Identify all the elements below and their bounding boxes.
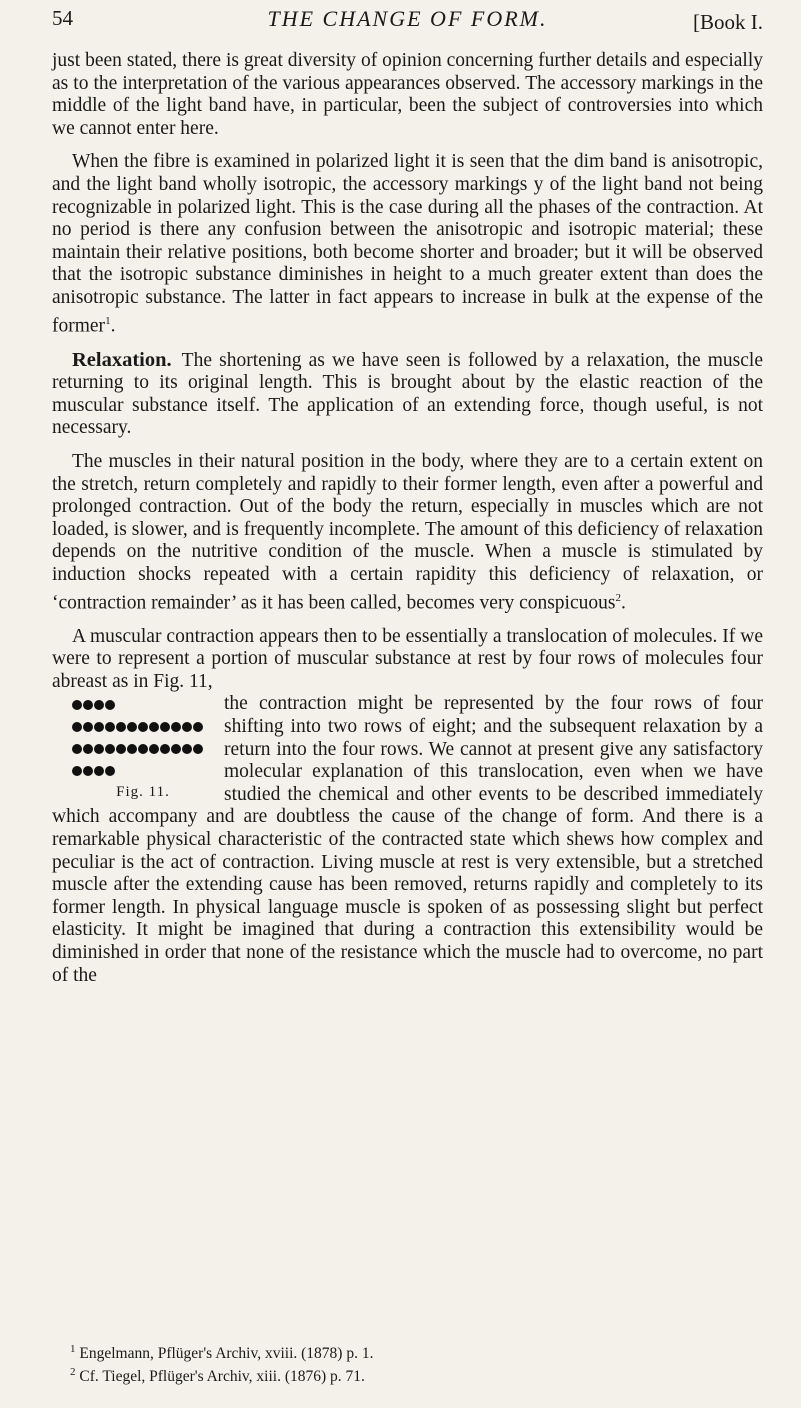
footnote-1-text: Engelmann, Pflüger's Archiv, xviii. (1878) p. 1. [79, 1345, 374, 1363]
paragraph-relaxation [52, 349, 763, 440]
molecule-dot [94, 700, 104, 710]
page-body [52, 50, 763, 998]
molecule-row [52, 693, 214, 715]
paragraph-2 [52, 151, 763, 337]
molecule-dot [149, 744, 159, 754]
book-label: [Book I. [693, 10, 763, 34]
footnote-2-text: Cf. Tiegel, Pflüger's Archiv, xiii. (1876) p. 71. [79, 1368, 365, 1386]
molecule-dot [127, 744, 137, 754]
molecule-dot [116, 722, 126, 732]
molecule-dot [105, 766, 115, 776]
paragraph-4-end: . [620, 592, 626, 614]
molecule-dot [72, 766, 82, 776]
molecule-row [52, 715, 214, 737]
molecule-dot [138, 744, 148, 754]
molecule-dot [83, 722, 93, 732]
paragraph-3-text: The shortening as we have seen is followed by a relaxation, the muscle returning to its original length. This is brought about by the elastic reaction of the muscular substance itself. The application of an extending force, though useful, is not necessary. [52, 349, 763, 439]
molecule-row [52, 737, 214, 759]
paragraph-1: just been stated, there is great diversity of opinion concerning further details and especially as to the interpretation of the various appearances observed. The accessory markings in the middle of the light band have, in particular, been the subject of controversies into which we cannot enter here. [52, 50, 763, 139]
molecule-dot [83, 766, 93, 776]
paragraph-2-end: . [110, 315, 116, 337]
molecule-dot [193, 744, 203, 754]
molecule-dot [83, 700, 93, 710]
molecule-dot [127, 722, 137, 732]
molecule-dot [105, 744, 115, 754]
molecule-dot [182, 744, 192, 754]
molecule-rows [52, 693, 214, 781]
molecule-dot [72, 722, 82, 732]
footnotes [70, 1340, 760, 1386]
molecule-dot [83, 744, 93, 754]
page-number: 54 [52, 6, 73, 30]
molecule-dot [72, 744, 82, 754]
molecule-dot [182, 722, 192, 732]
paragraph-5 [52, 626, 763, 988]
paragraph-4 [52, 451, 763, 615]
footnote-2 [70, 1363, 760, 1386]
molecule-dot [105, 722, 115, 732]
running-title: THE CHANGE OF FORM. [267, 6, 548, 31]
molecule-dot [138, 722, 148, 732]
footnote-1-mark: 1 [70, 1343, 76, 1355]
molecule-dot [193, 722, 203, 732]
molecule-dot [94, 722, 104, 732]
page-header [52, 6, 763, 36]
molecule-dot [171, 744, 181, 754]
footnote-1 [70, 1340, 760, 1363]
molecule-dot [94, 766, 104, 776]
figure-caption: Fig. 11. [116, 784, 170, 801]
molecule-dot [116, 744, 126, 754]
molecule-dot [149, 722, 159, 732]
figure-11 [52, 693, 214, 803]
molecule-dot [105, 700, 115, 710]
paragraph-5-text: the contraction might be represented by the four rows of four shifting into two rows of eight; and the subsequent relaxation by a return into the four rows. We cannot at present give any satisfactory molecular explanation of this translocation, even when we have studied the chemical and other events to be described immediately which accompany and are doubtless the cause of the change of form. And there is a remarkable physical characteristic of the contracted state which shews how complex and peculiar is the act of contraction. Living muscle at rest is very extensible, but a stretched muscle after the extending cause has been removed, returns rapidly and completely to its former length. In physical language muscle is spoken of as possessing slight but perfect elasticity. It might be imagined that during a contraction this extensibility would be diminished in order that none of the resistance which the muscle had to overcome, no part of the [52, 693, 763, 986]
footnote-2-mark: 2 [70, 1366, 76, 1379]
molecule-dot [160, 722, 170, 732]
paragraph-5-intro: A muscular contraction appears then to be essentially a translocation of molecules. If we were to represent a portion of muscular substance at rest by four rows of molecules four abreast as in Fig. 11, [52, 625, 763, 692]
footnote-ref-1[interactable]: 1 [105, 314, 111, 327]
molecule-dot [171, 722, 181, 732]
molecule-dot [94, 744, 104, 754]
footnote-ref-2[interactable]: 2 [615, 591, 621, 604]
molecule-row [52, 759, 214, 781]
molecule-dot [72, 700, 82, 710]
paragraph-4-text: The muscles in their natural position in the body, where they are to a certain extent on the stretch, return completely and rapidly to their former length, even after a powerful and prolonged contraction. Out of the body the return, especially in muscles which are not loaded, is slower, and is frequently incomplete. The amount of this deficiency of relaxation depends on the nutritive condition of the muscle. When a muscle is stimulated by induction shocks repeated with a certain rapidity this deficiency of relaxation, or ‘contraction remainder’ as it has been called, becomes very conspicuous [52, 451, 763, 614]
paragraph-2-text: When the fibre is examined in polarized light it is seen that the dim band is anisotropic, and the light band wholly isotropic, the accessory markings y of the light band not being recognizable in polarized light. This is the case during all the phases of the contraction. At no period is there any confusion between the anisotropic and isotropic material; these maintain their relative positions, both become shorter and broader; but it will be observed that the isotropic substance diminishes in height to a much greater extent than does the anisotropic substance. The latter in fact appears to increase in bulk at the expense of the former [52, 151, 763, 337]
molecule-dot [160, 744, 170, 754]
section-heading-relaxation: Relaxation. [72, 348, 172, 371]
